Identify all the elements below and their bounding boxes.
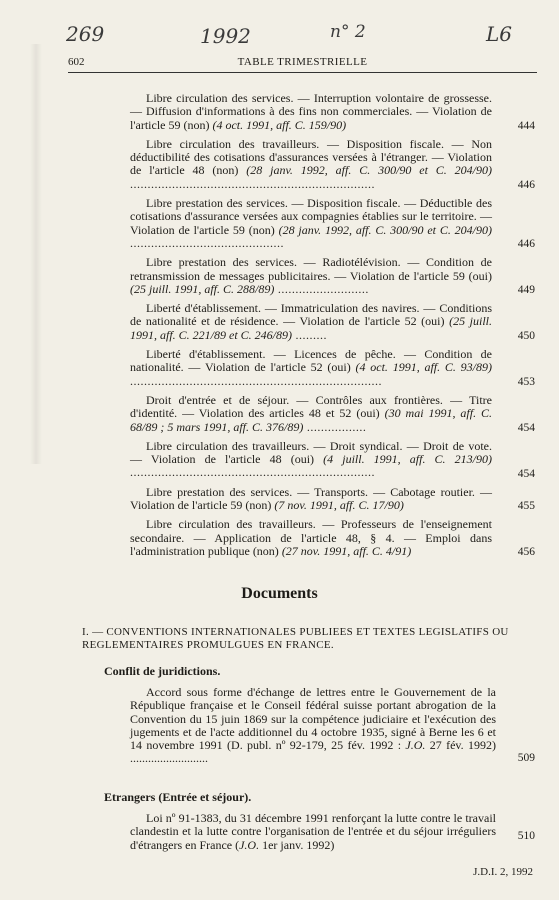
index-entry — [0, 348, 559, 388]
entry-reference: (4 oct. 1991, aff. C. 159/90) — [212, 117, 347, 132]
index-entry — [0, 394, 559, 434]
entry-reference: (28 janv. 1992, aff. C. 300/90 et C. 204/90) — [246, 163, 493, 178]
index-entry-text — [130, 197, 492, 250]
document-entry-1-end: 27 fév. 1992) .......................... — [130, 738, 496, 766]
page-title: TABLE TRIMESTRIELLE — [237, 56, 368, 68]
index-entry — [0, 440, 559, 480]
document-entry-2 — [130, 812, 496, 852]
entry-page-number: 454 — [517, 467, 535, 480]
section-i-heading — [82, 626, 530, 652]
index-entry — [0, 518, 559, 558]
index-entry — [0, 92, 559, 132]
index-entries — [0, 92, 559, 564]
entry-leader-dots: ........................................................................ — [130, 373, 382, 388]
entry-page-number: 456 — [517, 546, 535, 559]
handwritten-note-1: 269 — [66, 22, 105, 46]
index-entry-text — [130, 302, 492, 342]
subheading-etrangers: Etrangers (Entrée et séjour). — [104, 790, 252, 804]
entry-description: Liberté d'établissement. — Immatriculation des navires. — Conditions de nationalité et de résidence. — Violation de l'article 52 (oui) — [130, 301, 492, 329]
running-header — [68, 56, 537, 73]
entry-reference: (4 oct. 1991, aff. C. 93/89) — [355, 360, 492, 375]
entry-page-number: 454 — [517, 421, 535, 434]
entry-page-number: 449 — [517, 284, 535, 297]
entry-description: Libre prestation des services. — Radiotélévision. — Condition de retransmission de messages publicitaires. — Violation de l'article 59 (oui) — [130, 255, 492, 283]
document-entry-1-page: 509 — [517, 752, 535, 764]
entry-description: Libre circulation des services. — Interruption volontaire de grossesse. — Diffusion d'informations à des fins non commerciales. — Violation de l'article 59 (non) — [130, 91, 492, 132]
entry-description: Libre prestation des services. — Disposition fiscale. — Déductible des cotisations d'assurance versées aux compagnies établies sur le territoire. — Violation de l'article 59 (non) — [130, 196, 492, 237]
entry-page-number: 444 — [517, 119, 535, 132]
entry-page-number: 446 — [517, 238, 535, 251]
entry-description: Libre circulation des travailleurs. — Droit syndical. — Droit de vote. — Violation de l'article 48 (oui) — [130, 438, 492, 467]
entry-description: Droit d'entrée et de séjour. — Contrôles aux frontières. — Titre d'identité. — Violation des articles 48 et 52 (oui) — [130, 392, 492, 421]
index-entry — [0, 138, 559, 191]
document-entry-2-text: Loi nº 91-1383, du 31 décembre 1991 renforçant la lutte contre le travail clandestin et la lutte contre l'organisation de l'entrée et du séjour irréguliers d'étrangers en France ( — [130, 811, 496, 852]
entry-page-number: 446 — [517, 179, 535, 192]
index-entry-text — [130, 256, 492, 296]
document-entry-1-text: Accord sous forme d'échange de lettres entre le Gouvernement de la République française et le Conseil fédéral suisse portant abrogation de la Convention du 15 juin 1869 sur la compétence judiciaire et l'exécution des jugements et de l'acte additionnel du 4 octobre 1935, signé à Berne les 6 et 14 novembre 1991 (D. publ. nº 92-179, 25 fév. 1992 : — [130, 685, 496, 753]
document-entry-2-page: 510 — [517, 830, 535, 842]
entry-leader-dots: ...................................................................... — [130, 465, 375, 480]
page-number: 602 — [68, 56, 85, 68]
document-entry-2-end: 1er janv. 1992) — [259, 837, 335, 852]
entry-description: Liberté d'établissement. — Licences de pêche. — Condition de nationalité. — Violation de l'article 52 (oui) — [130, 347, 492, 375]
entry-reference: (25 juill. 1991, aff. C. 221/89 et C. 246/89) — [130, 314, 492, 342]
document-entry-2-jo: J.O. — [239, 837, 260, 852]
index-entry-text — [130, 518, 492, 558]
index-entry-text — [130, 440, 492, 480]
entry-leader-dots: ............................................ — [130, 235, 284, 250]
entry-reference: (28 janv. 1992, aff. C. 300/90 et C. 204/90) — [278, 222, 493, 237]
index-entry — [0, 197, 559, 250]
entry-description: Libre circulation des travailleurs. — Professeurs de l'enseignement secondaire. — Application de l'article 48, § 4. — Emploi dans l'administration publique (non) — [130, 517, 492, 558]
index-entry-text — [130, 92, 492, 132]
handwritten-note-3: n° 2 — [330, 22, 366, 42]
entry-description: Libre circulation des travailleurs. — Disposition fiscale. — Non déductibilité des cotisations d'assurances versées à l'étranger. — Violation de l'article 48 (non) — [130, 136, 492, 178]
entry-page-number: 455 — [517, 500, 535, 513]
documents-heading: Documents — [241, 585, 318, 602]
entry-reference: (4 juill. 1991, aff. C. 213/90) — [323, 452, 492, 467]
index-entry — [0, 302, 559, 342]
index-entry-text — [130, 138, 492, 191]
entry-reference: (25 juill. 1991, aff. C. 288/89) — [130, 281, 275, 296]
entry-reference: (27 nov. 1991, aff. C. 4/91) — [281, 543, 412, 558]
index-entry-text — [130, 348, 492, 388]
entry-leader-dots: ...................................................................... — [130, 176, 375, 191]
entry-leader-dots: ......... — [292, 327, 327, 342]
journal-footer: J.D.I. 2, 1992 — [473, 866, 533, 878]
entry-leader-dots: .......................... — [274, 281, 369, 296]
entry-reference: (7 nov. 1991, aff. C. 17/90) — [274, 498, 404, 513]
subheading-conflit: Conflit de juridictions. — [104, 664, 221, 678]
index-entry-text — [130, 394, 492, 434]
index-entry — [0, 256, 559, 296]
entry-reference: (30 mai 1991, aff. C. 68/89 ; 5 mars 1991, aff. C. 376/89) — [130, 406, 493, 434]
document-entry-1-jo: J.O. — [405, 738, 426, 753]
entry-page-number: 453 — [517, 375, 535, 388]
handwritten-note-4: L6 — [486, 22, 513, 46]
entry-page-number: 450 — [517, 330, 535, 343]
entry-description: Libre prestation des services. — Transports. — Cabotage routier. — Violation de l'article 59 (non) — [130, 484, 492, 513]
section-i-label: I. — CONVENTIONS INTERNATIONALES PUBLIEES ET TEXTES LEGISLATIFS OU REGLEMENTAIRES PROMULGUES EN FRANCE. — [82, 626, 509, 651]
index-entry — [0, 486, 559, 513]
entry-leader-dots: ................. — [303, 419, 367, 434]
index-entry-text — [130, 486, 492, 513]
handwritten-note-2: 1992 — [200, 24, 251, 48]
document-entry-1 — [130, 686, 496, 766]
